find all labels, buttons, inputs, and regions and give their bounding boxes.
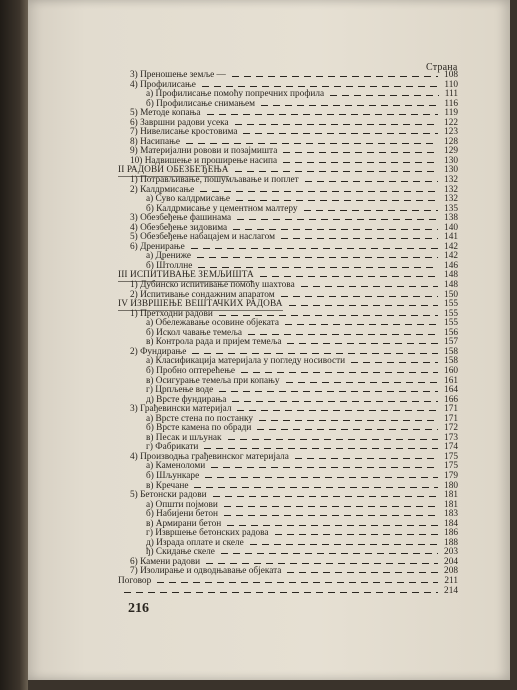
toc-entry-title: 1) Дубинско испитивање помоћу шахтова	[130, 280, 295, 291]
dot-leader	[124, 592, 438, 593]
toc-entry-page: 175	[444, 461, 458, 472]
dot-leader	[227, 525, 438, 526]
dot-leader	[301, 286, 438, 287]
toc-entry-page: 141	[444, 232, 458, 243]
toc-entry-page: 214	[444, 585, 458, 596]
toc-entry-page: 119	[444, 108, 458, 119]
dot-leader	[204, 448, 438, 449]
toc-entry-page: 138	[444, 213, 458, 224]
toc-entry-page: 183	[444, 509, 458, 520]
toc-entry-title: 3) Обезбеђење фашинама	[130, 213, 232, 224]
toc-entry-title: а) Општи појмови	[146, 499, 218, 510]
toc-entry-title: б) Шљункаре	[146, 470, 200, 481]
toc-entry-page: 164	[444, 385, 458, 396]
toc-entry-page: 130	[444, 155, 458, 166]
toc-entry-page: 184	[444, 518, 458, 529]
toc-entry-title: б) Пробно оптерећење	[146, 365, 236, 376]
dot-leader	[304, 210, 438, 211]
toc-entry-title: в) Контрола рада и пријем темеља	[146, 337, 282, 348]
toc-entry-page: 150	[444, 289, 458, 300]
toc-entry-title: а) Суво калдрмисање	[146, 194, 230, 205]
dot-leader	[259, 420, 438, 421]
dot-leader	[248, 334, 438, 335]
dot-leader	[351, 362, 438, 363]
toc-entry-page: 148	[444, 270, 458, 281]
dot-leader	[224, 515, 438, 516]
toc-entry-page: 180	[444, 480, 458, 491]
toc-entry-page: 188	[444, 537, 458, 548]
toc-entry-page: 129	[444, 146, 458, 157]
dot-leader	[283, 162, 438, 163]
dot-leader	[232, 401, 438, 402]
toc-entry-title: 2) Калдрмисање	[130, 184, 195, 195]
toc-entry-title: в) Осигурање темеља при копању	[146, 375, 280, 386]
toc-entry-title: а) Класификација материјала у погледу носивости	[146, 356, 346, 367]
toc-entry-page: 132	[444, 194, 458, 205]
dot-leader	[221, 553, 438, 554]
dot-leader	[235, 124, 438, 125]
dot-leader	[224, 506, 438, 507]
toc-entry	[118, 567, 458, 577]
toc-entry-title: б) Профилисање снимањем	[146, 98, 256, 109]
dot-leader	[237, 410, 438, 411]
dot-leader	[186, 143, 438, 144]
toc-entry-title: г) Извршење бетонских радова	[146, 528, 269, 539]
dot-leader	[236, 200, 438, 201]
dot-leader	[211, 467, 438, 468]
toc-entry-title: 3) Грађевински материјал	[130, 404, 232, 415]
toc-entry-page: 132	[444, 184, 458, 195]
toc-entry-title: г) Црпљење воде	[146, 385, 214, 396]
toc-entry-page: 122	[444, 117, 458, 128]
toc-entry-title: 1) Потрављивање, пошумљавање и поплет	[130, 175, 299, 186]
toc-entry-page: 111	[444, 89, 458, 100]
toc-entry-title: а) Каменоломи	[146, 461, 206, 472]
dot-leader	[289, 305, 438, 306]
toc-entry-page: 148	[444, 280, 458, 291]
toc-entry-page: 157	[444, 337, 458, 348]
toc-entry-page: 155	[444, 308, 458, 319]
toc-entry-page: 186	[444, 528, 458, 539]
toc-entry-title: 4) Профилисање	[130, 79, 196, 90]
dot-leader	[197, 257, 438, 258]
toc-entry-page: 116	[444, 98, 458, 109]
dot-leader	[305, 181, 438, 182]
toc-entry-page: 128	[444, 136, 458, 147]
toc-entry-page: 171	[444, 413, 458, 424]
toc-entry-title: а) Профилисање помоћу попречних профила	[146, 89, 325, 100]
dot-leader	[228, 439, 438, 440]
toc-entry-page: 173	[444, 432, 458, 443]
toc-entry-page: 179	[444, 470, 458, 481]
toc-entry-title: д) Врсте фундирања	[146, 394, 227, 405]
toc-entry-title: 6) Завршни радови усека	[130, 117, 229, 128]
toc-entry-page: 155	[444, 318, 458, 329]
toc-entry-title: 2) Фундирање	[130, 346, 187, 357]
dot-leader	[281, 238, 438, 239]
dot-leader	[295, 458, 438, 459]
dot-leader	[191, 248, 438, 249]
toc-entry-title: в) Армирани бетон	[146, 518, 222, 529]
toc-entry-page: 208	[444, 566, 458, 577]
toc-entry-title: 2) Испитивање сондажним апаратом	[130, 289, 275, 300]
toc-entry-title: 6) Камени радови	[130, 556, 201, 567]
toc-entry-title: б) Набијени бетон	[146, 509, 218, 520]
dot-leader	[202, 86, 438, 87]
toc-entry-page: 142	[444, 241, 458, 252]
dot-leader	[287, 572, 438, 573]
dot-leader	[200, 191, 438, 192]
toc-entry-page: 142	[444, 251, 458, 262]
toc-entry-title: г) Фабрикати	[146, 442, 199, 453]
toc-entry-title: б) Штоллне	[146, 260, 193, 271]
toc-entry	[118, 587, 458, 597]
toc-entry-page: 156	[444, 327, 458, 338]
dot-leader	[283, 152, 438, 153]
toc-entry-title: ђ) Скидање скеле	[146, 547, 215, 558]
dot-leader	[260, 276, 438, 277]
toc-entry-page: 211	[444, 575, 458, 586]
page-column-header: Страна	[426, 62, 458, 73]
toc-entry-page: 140	[444, 222, 458, 233]
dot-leader	[330, 95, 439, 96]
toc-entry-page: 130	[444, 165, 458, 176]
toc-entry-page: 158	[444, 356, 458, 367]
toc-entry-title: 7) Нивелисање кростовима	[130, 127, 238, 138]
toc-entry-title: а) Дрениже	[146, 251, 192, 262]
toc-entry-page: 155	[444, 299, 458, 310]
toc-entry-title: б) Калдрмисање у цементном малтеру	[146, 203, 298, 214]
toc-entry-title: IV ИЗВРШЕЊЕ ВЕШТАЧКИХ РАДОВА	[118, 299, 283, 310]
toc-entry-title: 1) Претходни радови	[130, 308, 213, 319]
dot-leader	[205, 477, 438, 478]
dot-leader	[257, 429, 438, 430]
toc-entry-page: 166	[444, 394, 458, 405]
toc-entry-title: Поговор	[118, 575, 152, 586]
toc-entry-page: 161	[444, 375, 458, 386]
toc-entry-page: 204	[444, 556, 458, 567]
dot-leader	[219, 391, 438, 392]
dot-leader	[194, 487, 438, 488]
book-gutter	[0, 0, 28, 690]
toc-entry-page: 108	[444, 70, 458, 80]
toc-entry-title: д) Израда оплате и скеле	[146, 537, 244, 548]
toc-entry-page: 181	[444, 490, 458, 501]
toc-entry-title: а) Обележавање осовине објеката	[146, 318, 279, 329]
table-of-contents	[118, 71, 458, 596]
toc-entry-title: 9) Материјални ровови и позајмишта	[130, 146, 278, 157]
toc-entry-page: 174	[444, 442, 458, 453]
toc-entry-title: б) Искол чавање темеља	[146, 327, 242, 338]
toc-entry-title: 4) Обезбеђење зидовима	[130, 222, 228, 233]
dot-leader	[219, 315, 438, 316]
dot-leader	[233, 229, 438, 230]
toc-entry-title: 5) Обезбеђење набацајем и наслагом	[130, 232, 276, 243]
toc-entry-page: 123	[444, 127, 458, 138]
toc-entry-title: 8) Насипање	[130, 136, 180, 147]
dot-leader	[157, 582, 438, 583]
dot-leader	[237, 219, 438, 220]
toc-entry-page: 110	[444, 79, 458, 90]
toc-entry-title: б) Врсте камена по обради	[146, 423, 252, 434]
toc-entry-page: 203	[444, 547, 458, 558]
dot-leader	[285, 324, 438, 325]
toc-entry	[118, 577, 458, 587]
toc-entry-page: 132	[444, 175, 458, 186]
toc-entry-page: 181	[444, 499, 458, 510]
toc-entry-title: 5) Бетонски радови	[130, 490, 207, 501]
toc-entry-page: 172	[444, 423, 458, 434]
toc-entry-title: 7) Изолирање и одводњавање објеката	[130, 566, 282, 577]
toc-entry-title: 6) Дренирање	[130, 241, 185, 252]
dot-leader	[232, 76, 438, 77]
dot-leader	[261, 105, 438, 106]
toc-entry-page: 160	[444, 365, 458, 376]
toc-entry-page: 171	[444, 404, 458, 415]
toc-entry-title: II РАДОВИ ОБЕЗБЕЂЕЊА	[118, 165, 229, 176]
dot-leader	[198, 267, 438, 268]
toc-entry-page: 158	[444, 346, 458, 357]
dot-leader	[287, 343, 438, 344]
toc-entry-title: 4) Производња грађевинског материјала	[130, 451, 289, 462]
dot-leader	[281, 296, 438, 297]
page-number: 216	[128, 601, 149, 616]
dot-leader	[192, 353, 438, 354]
dot-leader	[241, 372, 438, 373]
dot-leader	[275, 534, 438, 535]
toc-entry-page: 146	[444, 260, 458, 271]
toc-entry-page: 135	[444, 203, 458, 214]
dot-leader	[207, 114, 438, 115]
toc-entry-title: в) Песак и шљунак	[146, 432, 222, 443]
toc-entry-title: III ИСПИТИВАЊЕ ЗЕМЉИШТА	[118, 270, 254, 281]
toc-entry-title: 10) Надвишење и проширење насипа	[130, 155, 278, 166]
dot-leader	[250, 544, 438, 545]
toc-entry-title: в) Кречане	[146, 480, 189, 491]
toc-entry-title: 3) Преношење земље —	[130, 70, 226, 80]
dot-leader	[213, 496, 438, 497]
dot-leader	[286, 382, 438, 383]
dot-leader	[243, 133, 438, 134]
toc-entry-page: 175	[444, 451, 458, 462]
dot-leader	[206, 563, 438, 564]
toc-entry-title: 5) Методе копања	[130, 108, 201, 119]
toc-entry-title: а) Врсте стена по постанку	[146, 413, 254, 424]
dot-leader	[235, 171, 438, 172]
